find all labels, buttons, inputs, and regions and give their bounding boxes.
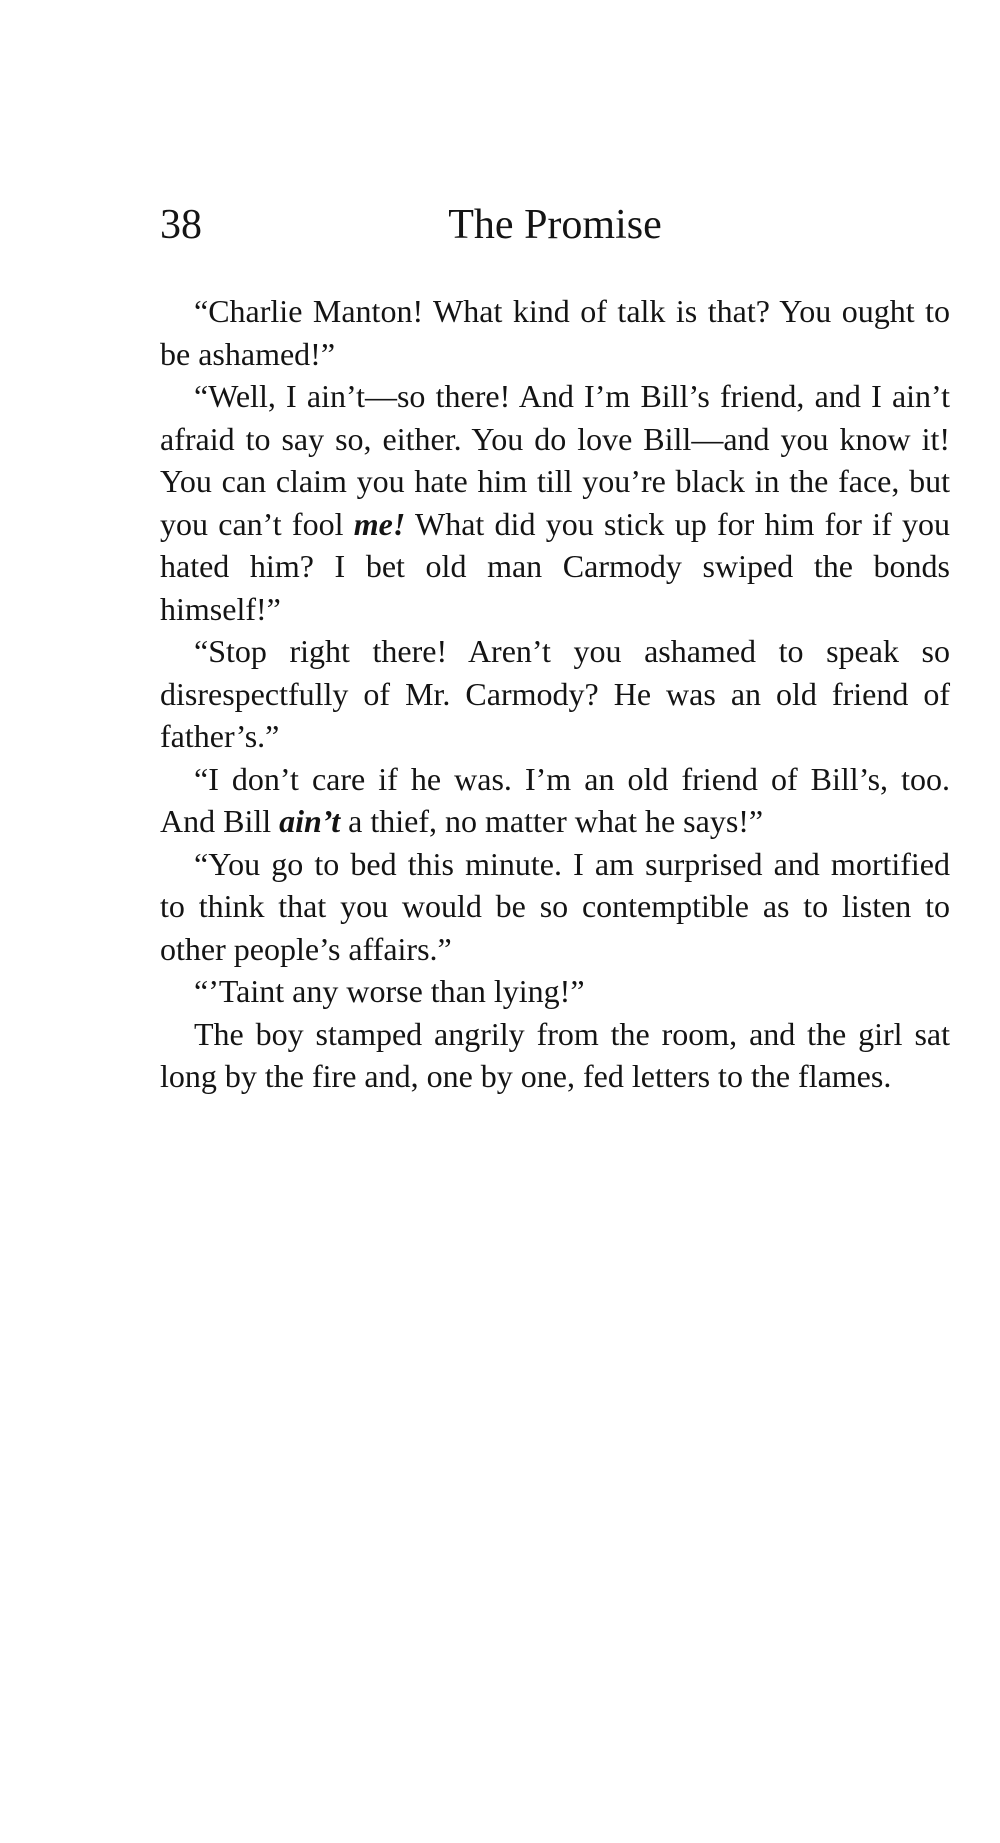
paragraph-4-text-end: a thief, no matter what he says!” xyxy=(340,803,764,839)
page-number: 38 xyxy=(160,202,202,248)
paragraph-6: “’Taint any worse than lying!” xyxy=(194,973,585,1009)
book-title: The Promise xyxy=(448,202,662,248)
paragraph-2-text-end: What did you stick up for him for if you hated him? I bet old man Carmody swiped the bonds himself!” xyxy=(160,505,951,627)
paragraph-2 xyxy=(160,375,950,630)
paragraph-2-text-start: “Well, I ain’t—so there! And I’m Bill’s friend, and I ain’t afraid to say so, either. You do love Bill—and you know it! You can claim you hate him till you’re black in the face, but you can’t fool xyxy=(160,378,950,542)
paragraph-1: “Charlie Manton! What kind of talk is that? You ought to be ashamed!” xyxy=(160,293,950,372)
paragraph-4-emphasis: ain’t xyxy=(279,803,341,839)
paragraph-2-emphasis: me! xyxy=(353,505,406,542)
paragraph-5: “You go to bed this minute. I am surprised and mortified to think that you would be so contemptible as to listen to other people’s affairs.” xyxy=(160,845,950,967)
paragraph-3: “Stop right there! Aren’t you ashamed to speak so disrespectfully of Mr. Carmody? He was an old friend of father’s.” xyxy=(160,633,950,754)
body-text xyxy=(160,290,950,1098)
running-header xyxy=(160,195,950,255)
paragraph-7: The boy stamped angrily from the room, and the girl sat long by the fire and, one by one, fed letters to the flames. xyxy=(160,1015,950,1094)
paragraph-4 xyxy=(160,758,950,843)
paragraph-4-text-start: “I don’t care if he was. I’m an old friend of Bill’s, too. And Bill xyxy=(160,760,950,839)
